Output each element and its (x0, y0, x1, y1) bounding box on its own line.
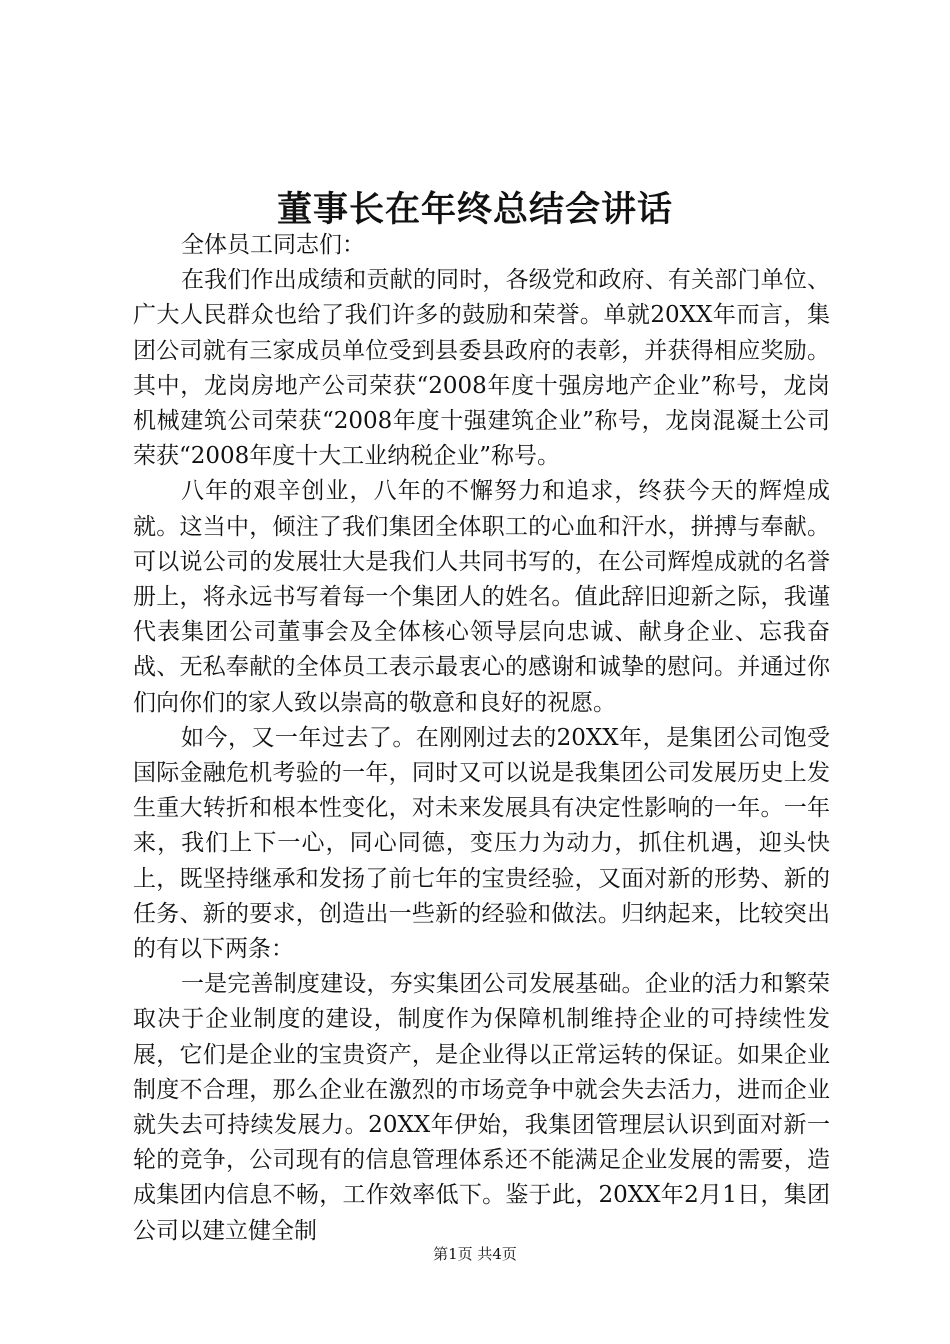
document-title: 董事长在年终总结会讲话 (276, 189, 673, 230)
body-paragraph: 如今，又一年过去了。在刚刚过去的20XX年，是集团公司饱受国际金融危机考验的一年，同时又可以说是我集团公司发展历史上发生重大转折和根本性变化，对未来发展具有决定性影响的一年。一年来，我们上下一心，同心同德，变压力为动力，抓住机遇，迎头快上，既坚持继承和发扬了前七年的宝贵经验，又面对新的形势、新的任务、新的要求，创造出一些新的经验和做法。归纳起来，比较突出的有以下两条： (133, 724, 830, 963)
body-paragraph: 在我们作出成绩和贡献的同时，各级党和政府、有关部门单位、广大人民群众也给了我们许多的鼓励和荣誉。单就20XX年而言，集团公司就有三家成员单位受到县委县政府的表彰，并获得相应奖励。其中，龙岗房地产公司荣获“2008年度十强房地产企业”称号，龙岗机械建筑公司荣获“2008年度十强建筑企业”称号，龙岗混凝土公司荣获“2008年度十大工业纳税企业”称号。 (133, 267, 830, 470)
page-number-footer: 第1页 共4页 (433, 1245, 517, 1263)
body-paragraph: 一是完善制度建设，夯实集团公司发展基础。企业的活力和繁荣取决于企业制度的建设，制度作为保障机制维持企业的可持续性发展，它们是企业的宝贵资产，是企业得以正常运转的保证。如果企业制度不合理，那么企业在激烈的市场竞争中就会失去活力，进而企业就失去可持续发展力。20XX年伊始，我集团管理层认识到面对新一轮的竞争，公司现有的信息管理体系还不能满足企业发展的需要，造成集团内信息不畅，工作效率低下。鉴于此，20XX年2月1日，集团公司以建立健全制 (133, 971, 830, 1244)
body-paragraph: 八年的艰辛创业，八年的不懈努力和追求，终获今天的辉煌成就。这当中，倾注了我们集团全体职工的心血和汗水，拼搏与奉献。可以说公司的发展壮大是我们人共同书写的，在公司辉煌成就的名誉册上，将永远书写着每一个集团人的姓名。值此辞旧迎新之际，我谨代表集团公司董事会及全体核心领导层向忠诚、献身企业、忘我奋战、无私奉献的全体员工表示最衷心的感谢和诚挚的慰问。并通过你们向你们的家人致以崇高的敬意和良好的祝愿。 (133, 478, 830, 716)
document-body (133, 228, 830, 1249)
salutation-paragraph: 全体员工同志们： (181, 232, 365, 258)
